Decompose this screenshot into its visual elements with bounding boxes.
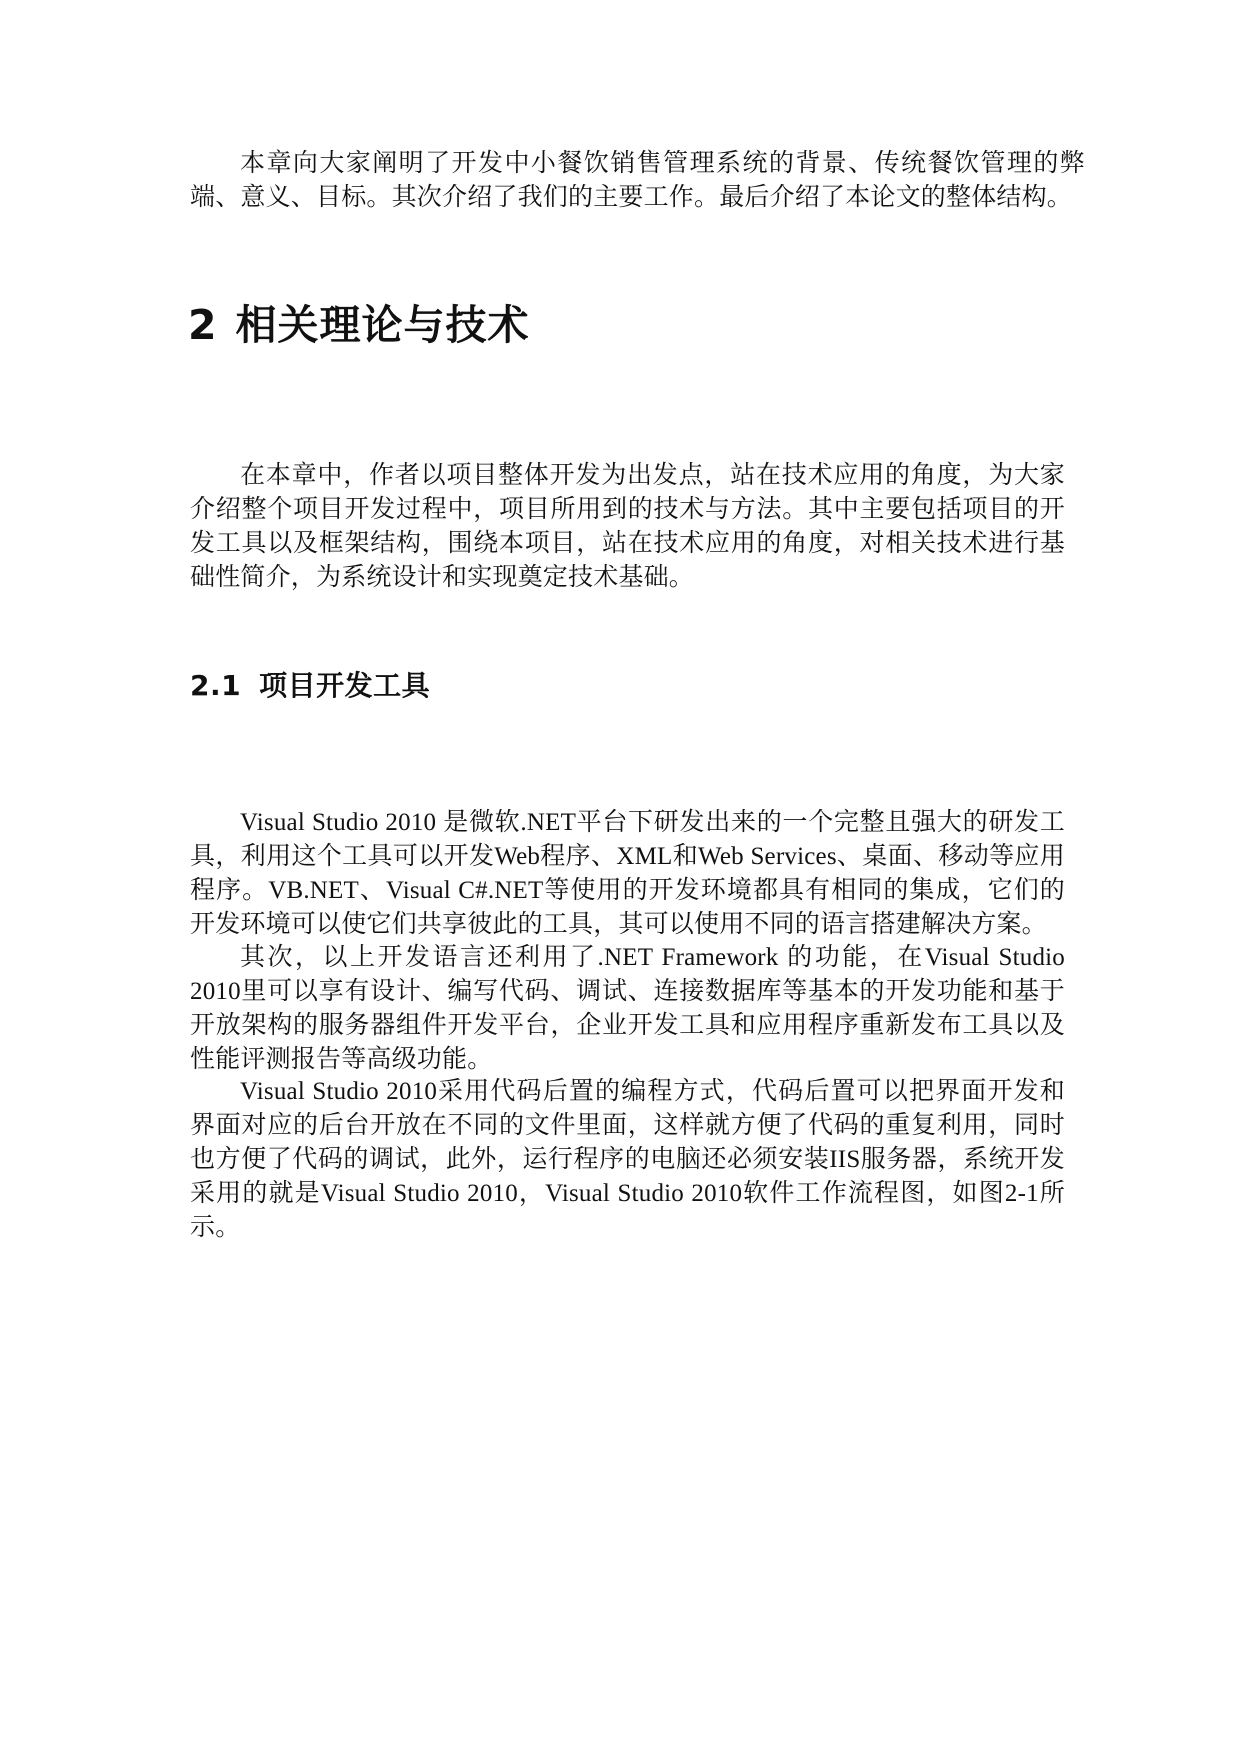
- section-number: 2.1: [190, 669, 242, 702]
- chapter-number: 2: [188, 301, 218, 349]
- intro-paragraph: 本章向大家阐明了开发中小餐饮销售管理系统的背景、传统餐饮管理的弊端、意义、目标。其次介绍了我们的主要工作。最后介绍了本论文的整体结构。: [190, 150, 1085, 211]
- chapter-title: 相关理论与技术: [235, 301, 530, 349]
- section-heading: [190, 667, 430, 705]
- body-paragraph: Visual Studio 2010采用代码后置的编程方式，代码后置可以把界面开发和界面对应的后台开放在不同的文件里面，这样就方便了代码的重复利用，同时也方便了代码的调试，此外，运行程序的电脑还必须安装IIS服务器，系统开发采用的就是Visual Studio 2010，Visual Studio 2010软件工作流程图，如图2-1所示。: [190, 1078, 1065, 1241]
- body-paragraph: Visual Studio 2010 是微软.NET平台下研发出来的一个完整且强大的研发工具，利用这个工具可以开发Web程序、XML和Web Services、桌面、移动等应用程序。VB.NET、Visual C#.NET等使用的开发环境都具有相同的集成，它们的开发环境可以使它们共享彼此的工具，其可以使用不同的语言搭建解决方案。: [190, 809, 1065, 938]
- body-paragraph: 其次，以上开发语言还利用了.NET Framework 的功能，在Visual Studio 2010里可以享有设计、编写代码、调试、连接数据库等基本的开发功能和基于开放架构的服务器组件开发平台，企业开发工具和应用程序重新发布工具以及性能评测报告等高级功能。: [190, 944, 1065, 1073]
- chapter-heading: [188, 298, 530, 352]
- section-title: 项目开发工具: [259, 669, 431, 702]
- chapter-intro-paragraph: 在本章中，作者以项目整体开发为出发点，站在技术应用的角度，为大家介绍整个项目开发过程中，项目所用到的技术与方法。其中主要包括项目的开发工具以及框架结构，围绕本项目，站在技术应用的角度，对相关技术进行基础性简介，为系统设计和实现奠定技术基础。: [190, 462, 1065, 591]
